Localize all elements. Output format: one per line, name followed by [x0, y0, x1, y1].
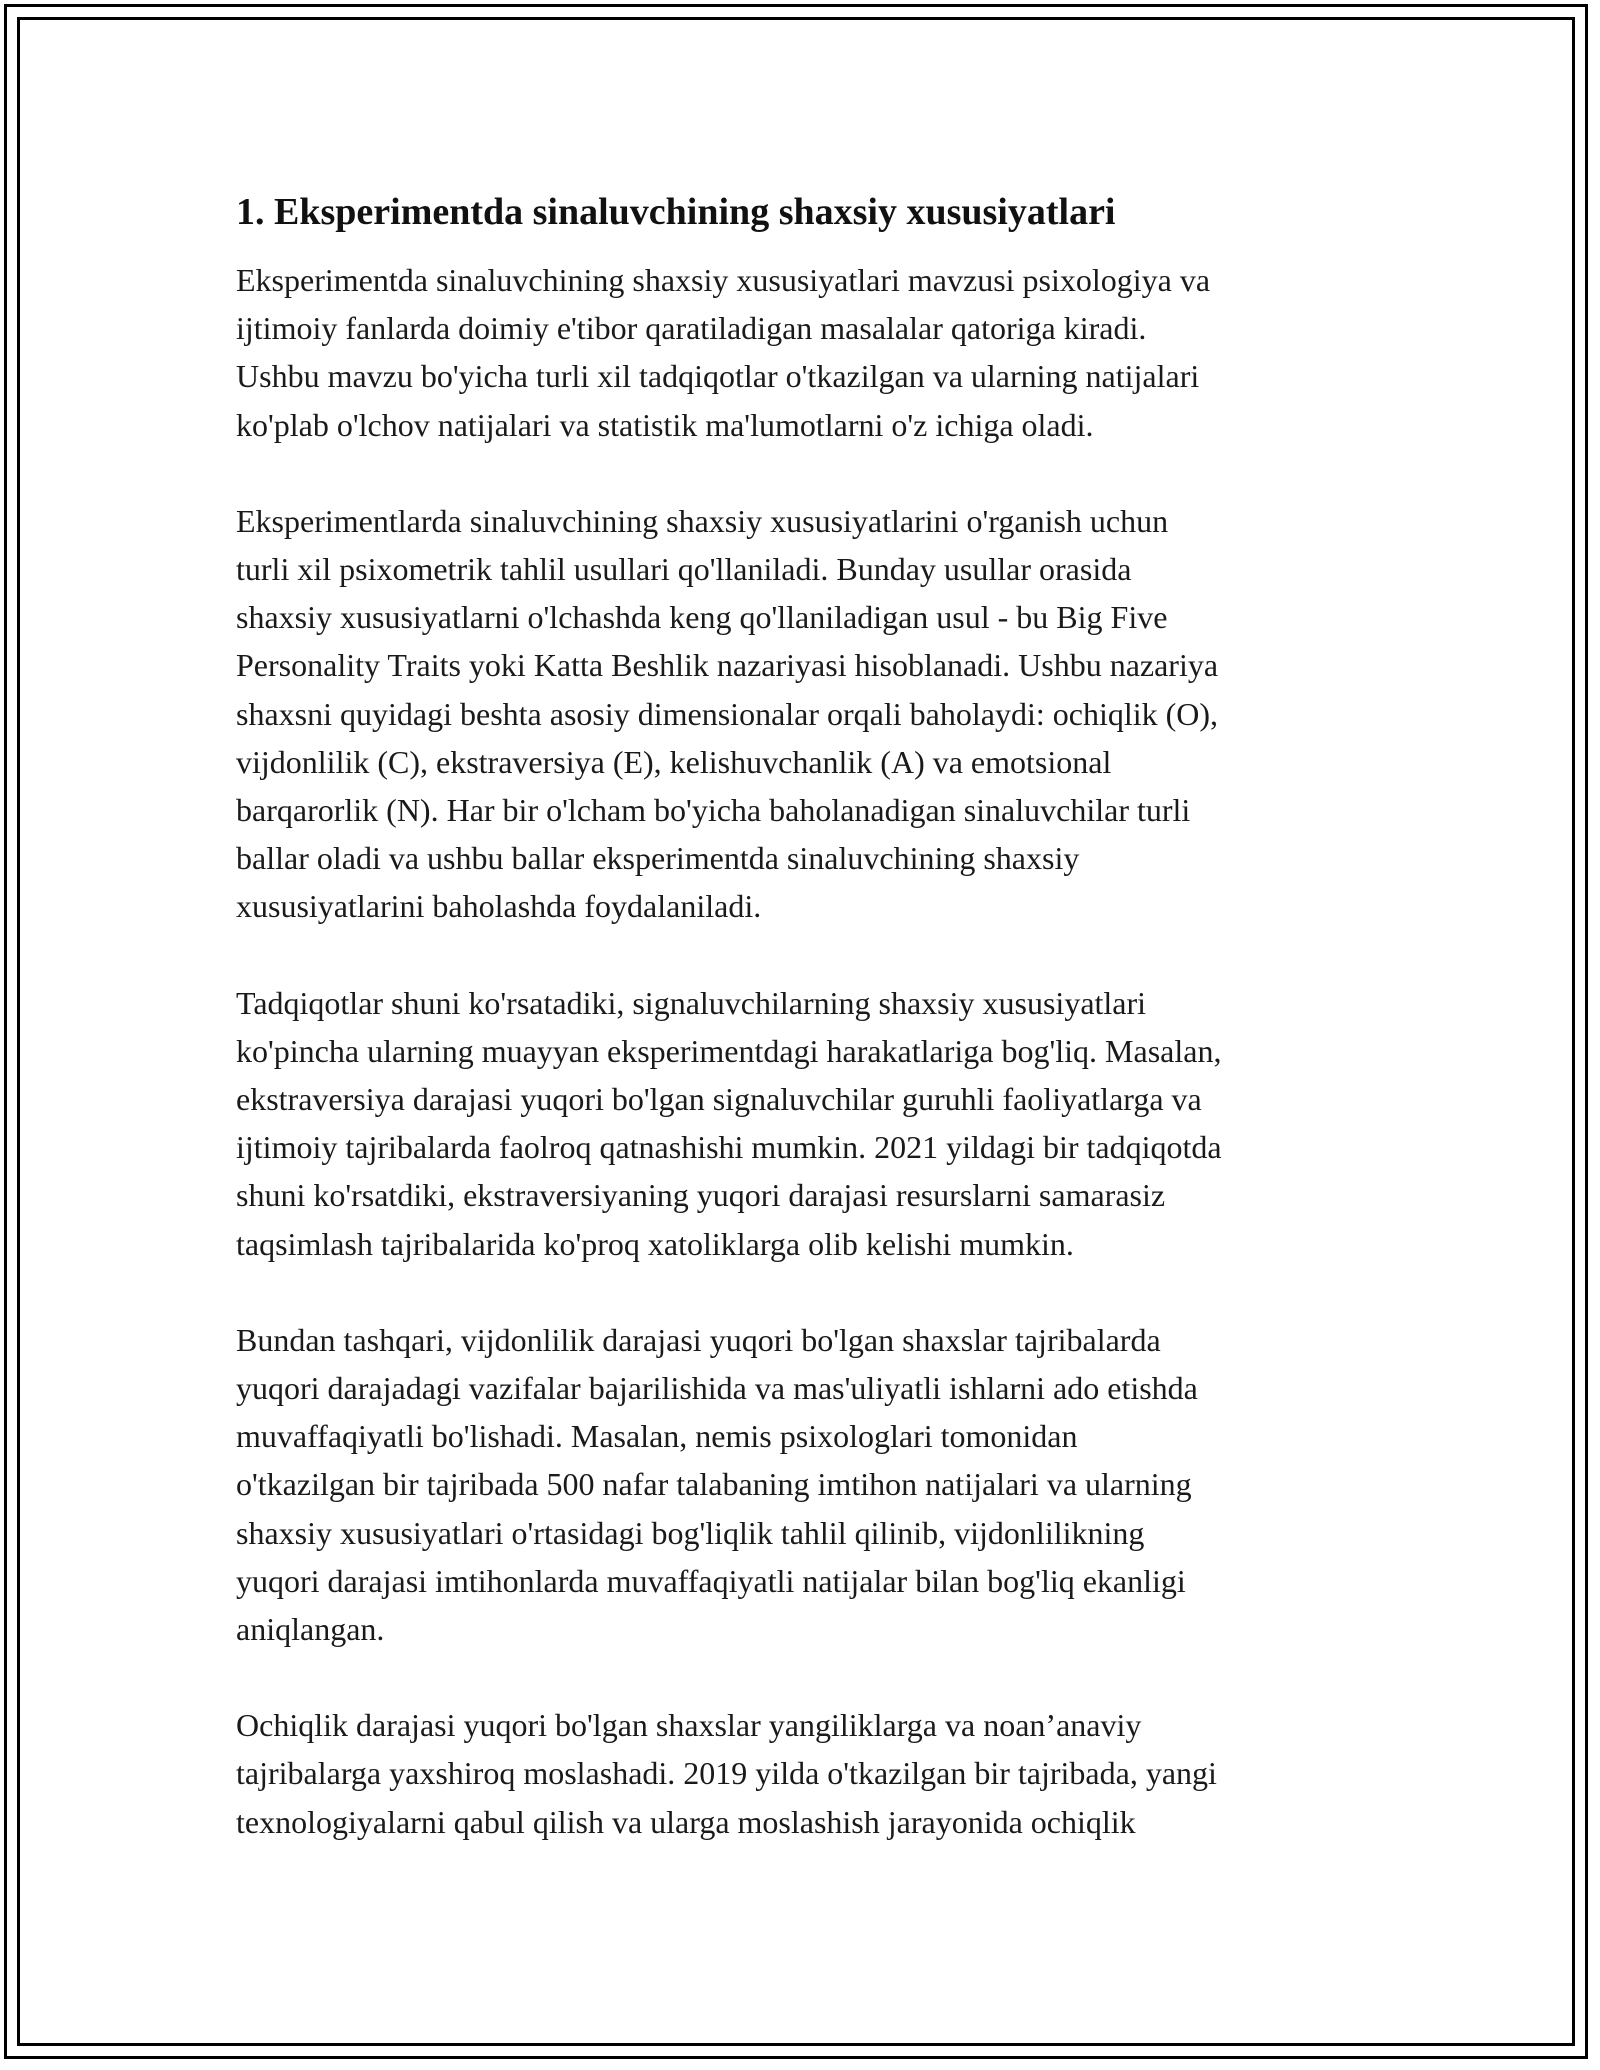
text-line: Eksperimentda sinaluvchining shaxsiy xususiyatlari mavzusi psixologiya va	[236, 262, 1211, 298]
paragraph-list	[236, 256, 1376, 1846]
text-line: Bundan tashqari, vijdonlilik darajasi yuqori bo'lgan shaxslar tajribalarda	[236, 1321, 1161, 1358]
text-line: shaxsiy xususiyatlarni o'lchashda keng qo'llaniladigan usul - bu Big Five	[236, 599, 1168, 636]
text-line: barqarorlik (N). Har bir o'lcham bo'yicha baholanadigan sinaluvchilar turli	[236, 792, 1191, 829]
text-line: turli xil psixometrik tahlil usullari qo'llaniladi. Bunday usullar orasida	[236, 551, 1132, 588]
text-line: o'tkazilgan bir tajribada 500 nafar talabaning imtihon natijalari va ularning	[236, 1466, 1192, 1503]
text-line: taqsimlash tajribalarida ko'proq xatoliklarga olib kelishi mumkin.	[236, 1225, 1074, 1262]
paragraph	[236, 1701, 1376, 1846]
paragraph	[236, 1316, 1376, 1653]
text-line: shuni ko'rsatdiki, ekstraversiyaning yuqori darajasi resurslarni samarasiz	[236, 1177, 1166, 1214]
paragraph	[236, 497, 1376, 931]
text-line: yuqori darajadagi vazifalar bajarilishida va mas'uliyatli ishlarni ado etishda	[236, 1370, 1198, 1407]
text-line: aniqlangan.	[236, 1611, 385, 1648]
text-line: Ochiqlik darajasi yuqori bo'lgan shaxslar yangiliklarga va noan’anaviy	[236, 1707, 1142, 1744]
text-line: shaxsiy xususiyatlari o'rtasidagi bog'liqlik tahlil qilinib, vijdonlilikning	[236, 1514, 1145, 1551]
text-line: ballar oladi va ushbu ballar eksperimentda sinaluvchining shaxsiy	[236, 840, 1080, 877]
text-line: Ushbu mavzu bo'yicha turli xil tadqiqotlar o'tkazilgan va ularning natijalari	[236, 358, 1200, 395]
text-line: ko'plab o'lchov natijalari va statistik ma'lumotlarni o'z ichiga oladi.	[236, 406, 1094, 443]
document-body	[236, 188, 1376, 1894]
text-line: ekstraversiya darajasi yuqori bo'lgan signaluvchilar guruhli faoliyatlarga va	[236, 1081, 1202, 1118]
section-heading: 1. Eksperimentda sinaluvchining shaxsiy xususiyatlari	[236, 191, 1116, 233]
text-line: ko'pincha ularning muayyan eksperimentdagi harakatlariga bog'liq. Masalan,	[236, 1032, 1222, 1069]
text-line: yuqori darajasi imtihonlarda muvaffaqiyatli natijalar bilan bog'liq ekanligi	[236, 1562, 1186, 1599]
text-line: ijtimoiy tajribalarda faolroq qatnashishi mumkin. 2021 yildagi bir tadqiqotda	[236, 1129, 1222, 1166]
text-line: xususiyatlarini baholashda foydalaniladi.	[236, 888, 762, 925]
text-line: vijdonlilik (C), ekstraversiya (E), kelishuvchanlik (A) va emotsional	[236, 743, 1112, 780]
text-line: tajribalarga yaxshiroq moslashadi. 2019 yilda o'tkazilgan bir tajribada, yangi	[236, 1755, 1217, 1792]
text-line: Eksperimentlarda sinaluvchining shaxsiy xususiyatlarini o'rganish uchun	[236, 502, 1169, 539]
paragraph	[236, 256, 1376, 449]
text-line: shaxsni quyidagi beshta asosiy dimensionalar orqali baholaydi: ochiqlik (O),	[236, 695, 1219, 732]
text-line: texnologiyalarni qabul qilish va ularga moslashish jarayonida ochiqlik	[236, 1803, 1136, 1840]
paragraph	[236, 979, 1376, 1268]
text-line: muvaffaqiyatli bo'lishadi. Masalan, nemis psixologlari tomonidan	[236, 1418, 1078, 1455]
text-line: Personality Traits yoki Katta Beshlik nazariyasi hisoblanadi. Ushbu nazariya	[236, 647, 1219, 684]
text-line: ijtimoiy fanlarda doimiy e'tibor qaratiladigan masalalar qatoriga kiradi.	[236, 310, 1147, 347]
text-line: Tadqiqotlar shuni ko'rsatadiki, signaluvchilarning shaxsiy xususiyatlari	[236, 984, 1147, 1021]
